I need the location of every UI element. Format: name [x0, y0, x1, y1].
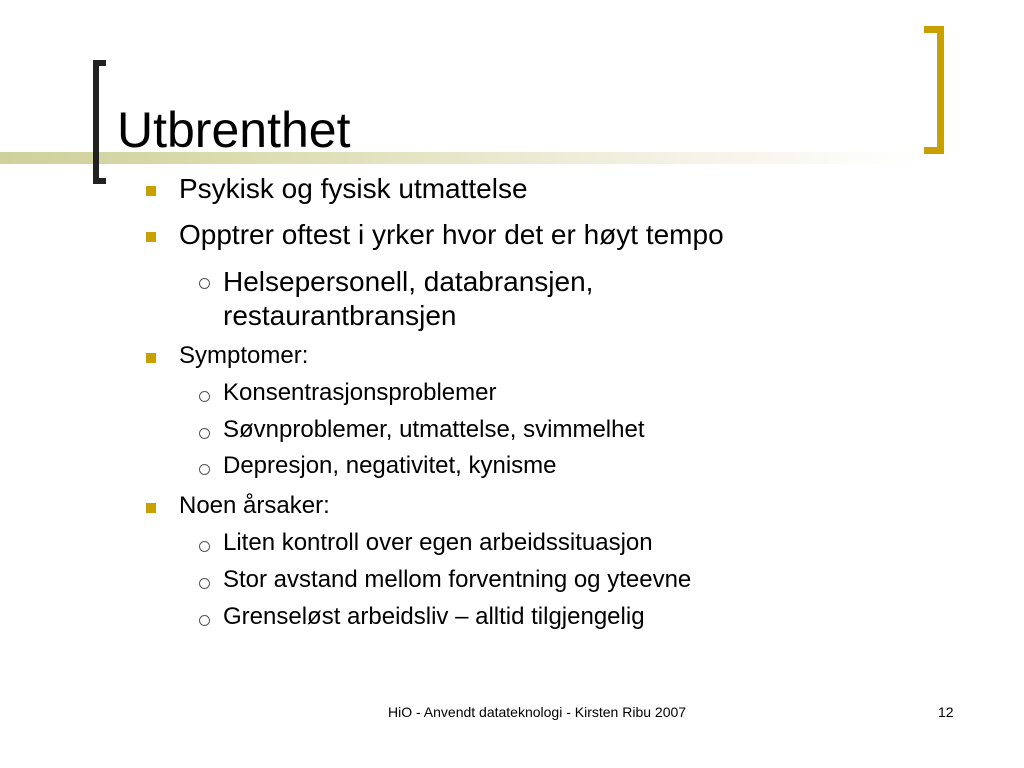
circle-bullet-icon: [199, 428, 210, 439]
circle-bullet-icon: [199, 578, 210, 589]
square-bullet-icon: [146, 353, 156, 363]
footer-text: HiO - Anvendt datateknologi - Kirsten Ribu 2007: [388, 704, 687, 720]
page-number: 12: [938, 704, 954, 720]
circle-bullet-icon: [199, 541, 210, 552]
sub-bullet-item: Grenseløst arbeidsliv – alltid tilgjengelig: [223, 603, 645, 630]
sub-bullet-item: Helsepersonell, databransjen,: [223, 266, 594, 297]
sub-bullet-item-continuation: restaurantbransjen: [223, 300, 457, 331]
square-bullet-icon: [146, 503, 156, 513]
slide-title: Utbrenthet: [117, 102, 351, 158]
sub-bullet-item: Konsentrasjonsproblemer: [223, 379, 497, 406]
circle-bullet-icon: [199, 391, 210, 402]
square-bullet-icon: [146, 232, 156, 242]
sub-bullet-item: Stor avstand mellom forventning og yteevne: [223, 566, 692, 593]
bullet-item: Noen årsaker:: [179, 492, 330, 519]
bullet-item: Symptomer:: [179, 342, 309, 369]
bullet-item: Opptrer oftest i yrker hvor det er høyt tempo: [179, 219, 724, 250]
sub-bullet-item: Liten kontroll over egen arbeidssituasjon: [223, 529, 653, 556]
circle-bullet-icon: [199, 278, 210, 289]
sub-bullet-item: Depresjon, negativitet, kynisme: [223, 452, 557, 479]
circle-bullet-icon: [199, 615, 210, 626]
bullet-item: Psykisk og fysisk utmattelse: [179, 173, 528, 204]
square-bullet-icon: [146, 186, 156, 196]
circle-bullet-icon: [199, 464, 210, 475]
sub-bullet-item: Søvnproblemer, utmattelse, svimmelhet: [223, 416, 645, 443]
